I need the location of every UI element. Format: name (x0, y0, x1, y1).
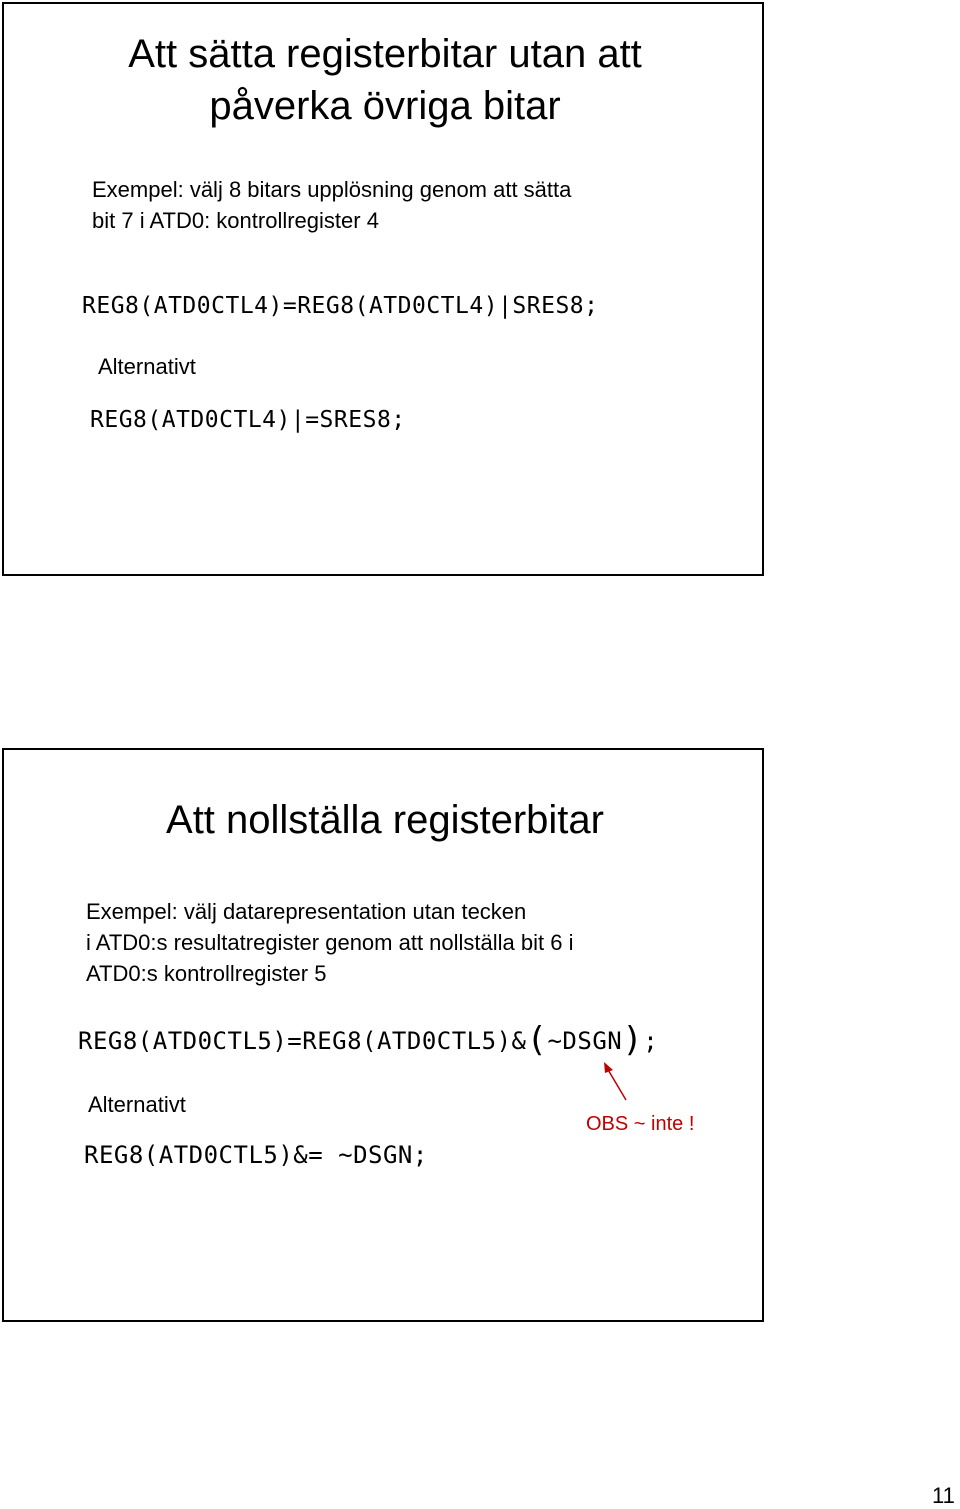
slide-2-example-line-2: i ATD0:s resultatregister genom att nollställa bit 6 i (86, 930, 574, 955)
slide-2-example-line-3: ATD0:s kontrollregister 5 (86, 961, 327, 986)
code-paren-open: ( (526, 1020, 548, 1060)
code-suffix: ; (643, 1027, 659, 1055)
slide-1-example-line-1: Exempel: välj 8 bitars upplösning genom att sätta (92, 177, 572, 202)
slide-1-example (92, 174, 571, 236)
slide-2-alternative-label: Alternativt (88, 1092, 186, 1117)
slide-2-note: OBS ~ inte ! (586, 1113, 695, 1135)
slide-2 (2, 748, 764, 1322)
arrow-icon (4, 750, 766, 1324)
page-number: 11 (932, 1483, 955, 1508)
code-prefix: REG8(ATD0CTL5)=REG8(ATD0CTL5)& (78, 1027, 527, 1055)
slide-1-title (4, 28, 766, 132)
slide-1-example-line-2: bit 7 i ATD0: kontrollregister 4 (92, 208, 379, 233)
code-paren-close: ) (622, 1020, 644, 1060)
slide-1-title-line-1: Att sätta registerbitar utan att (128, 32, 642, 76)
slide-1-alternative-label: Alternativt (98, 354, 196, 379)
slide-2-title: Att nollställa registerbitar (166, 798, 604, 842)
slide-1-code-compound-assignment: REG8(ATD0CTL4)|=SRES8; (90, 407, 406, 433)
slide-1-title-line-2: påverka övriga bitar (209, 84, 561, 128)
slide-1 (2, 2, 764, 576)
slide-1-code-full-assignment: REG8(ATD0CTL4)=REG8(ATD0CTL4)|SRES8; (82, 293, 599, 319)
code-inner: ~DSGN (547, 1027, 623, 1055)
slide-2-example-line-1: Exempel: välj datarepresentation utan tecken (86, 899, 527, 924)
slide-2-code-compound-assignment: REG8(ATD0CTL5)&= ~DSGN; (84, 1141, 428, 1169)
